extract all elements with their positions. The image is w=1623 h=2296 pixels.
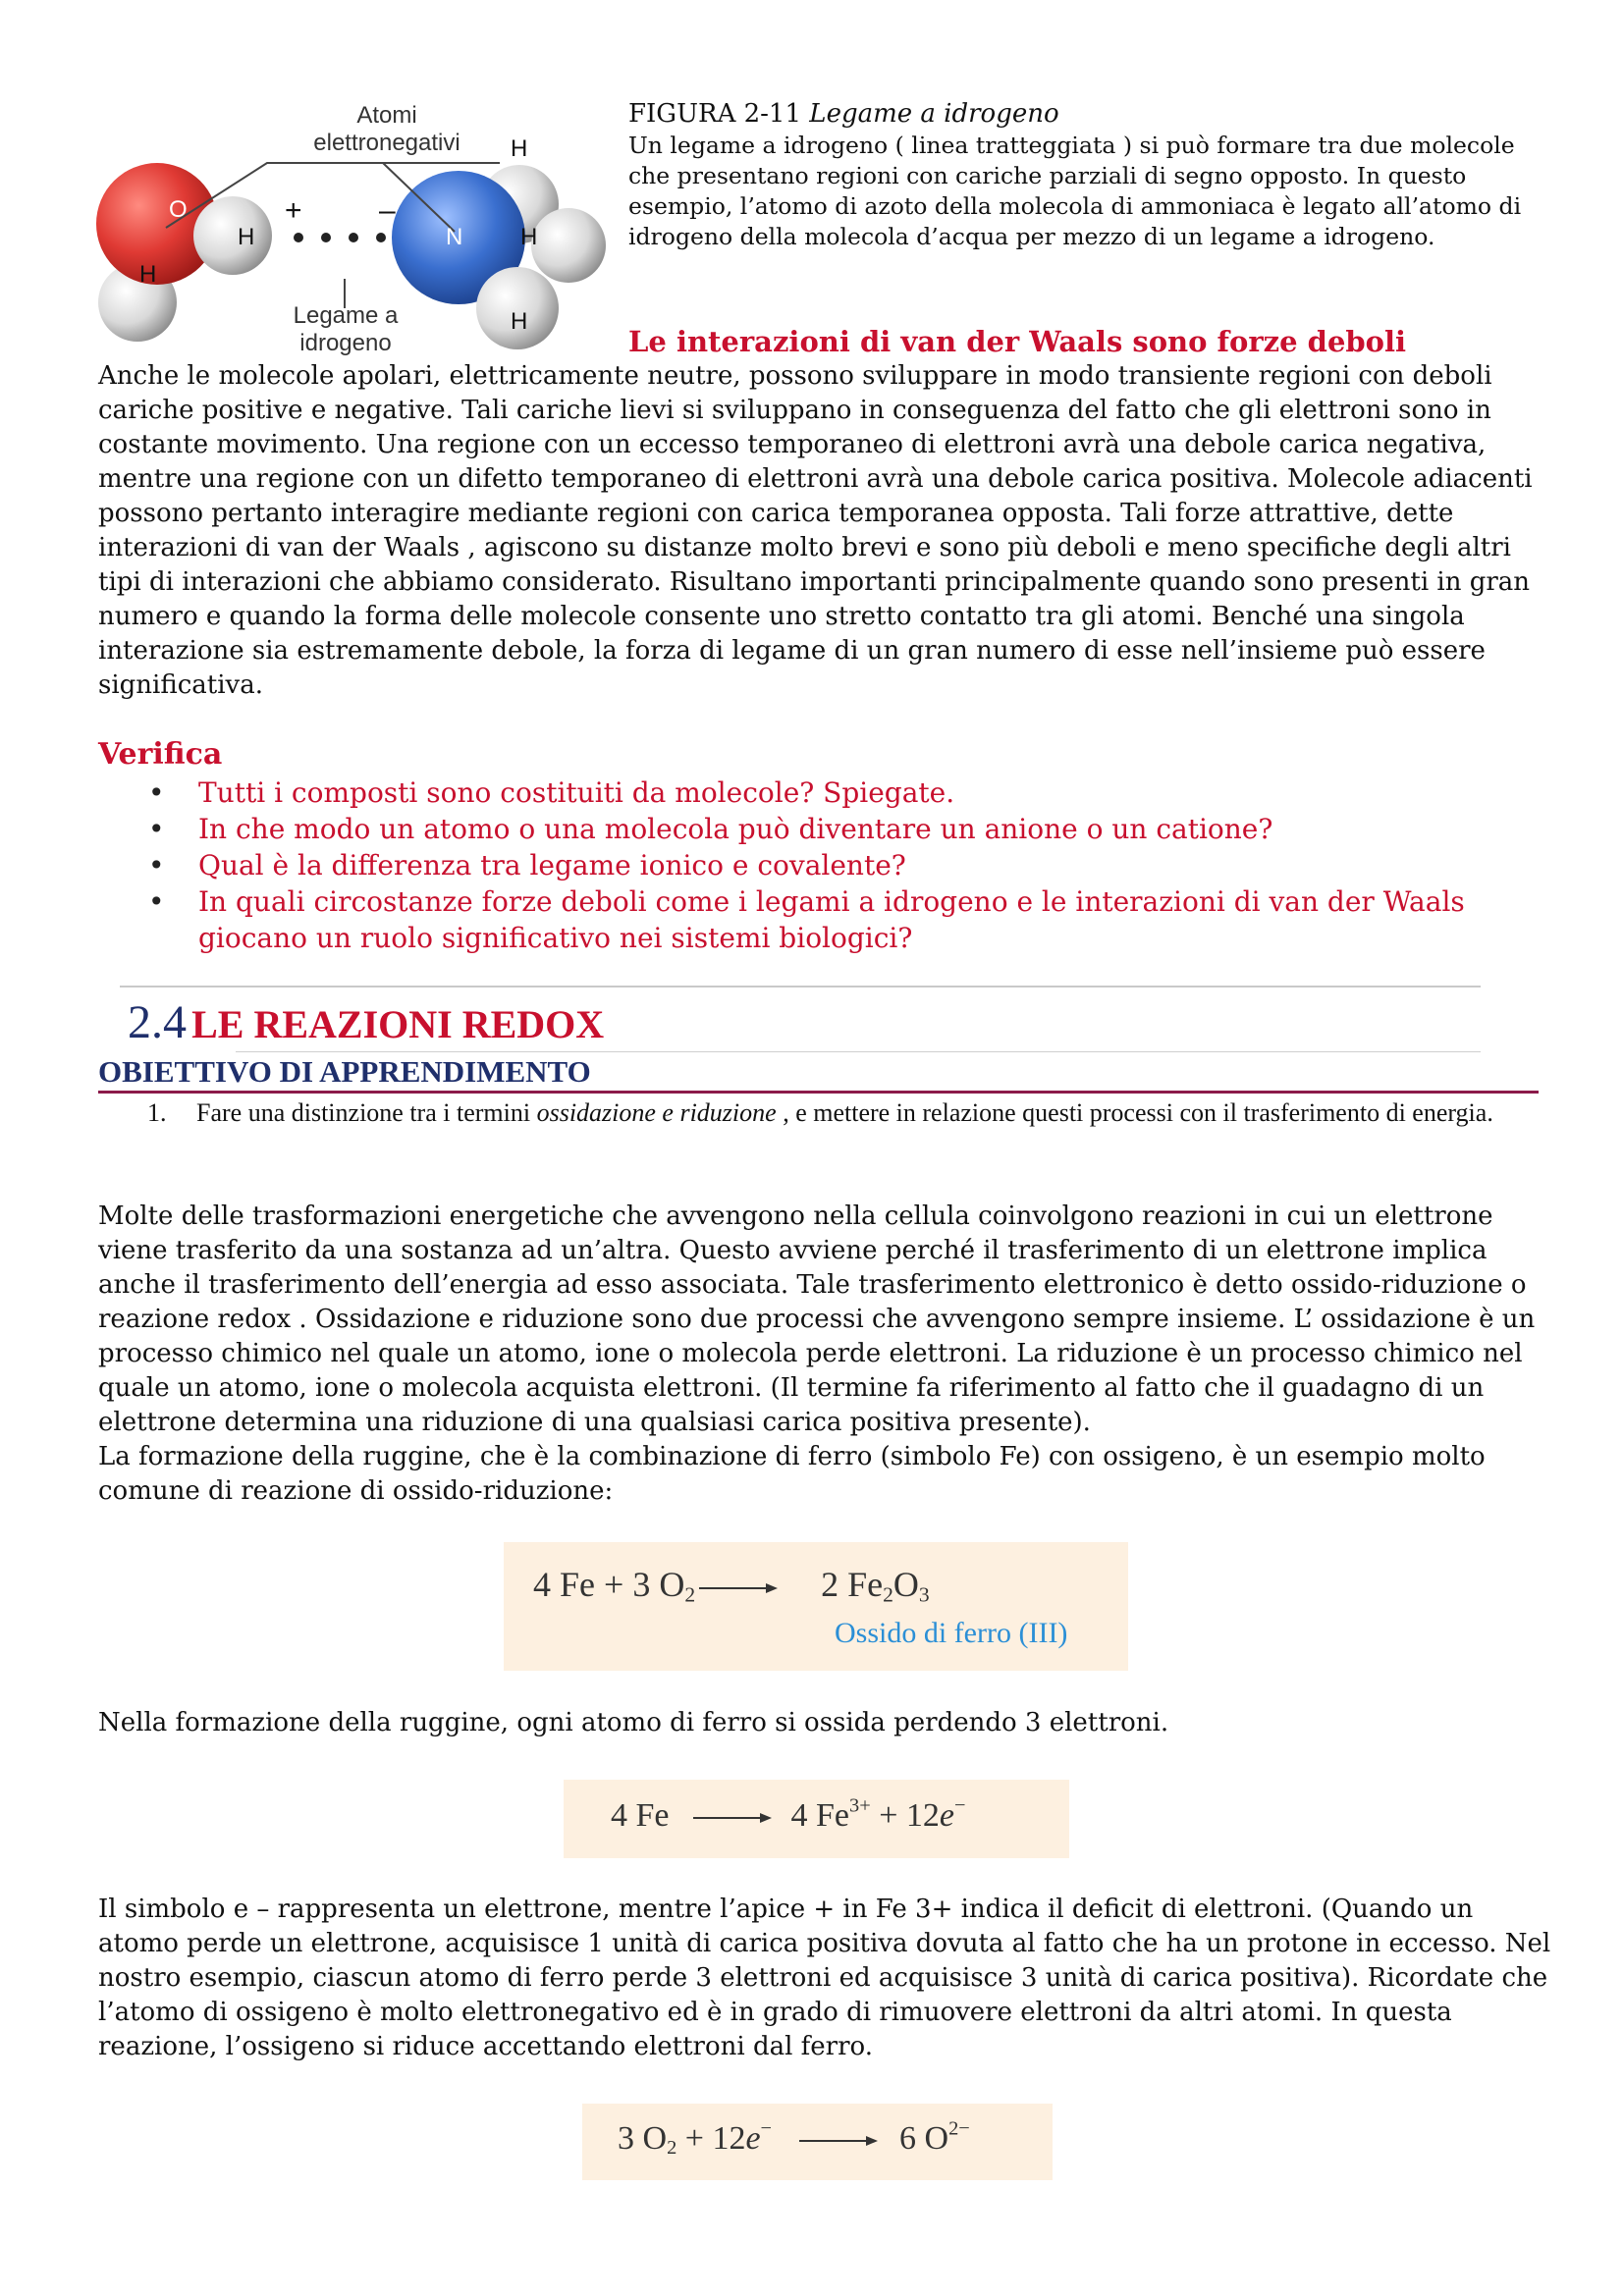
- objective-list: [147, 1095, 1522, 1130]
- water-o-letter: O: [169, 196, 188, 223]
- section-divider-top: [120, 986, 1481, 988]
- verifica-heading: Verifica: [98, 737, 223, 772]
- section-number: 2.4: [128, 996, 187, 1048]
- redox-paragraph: Molte delle trasformazioni energetiche che avvengono nella cellula coinvolgono reazioni in cui un elettrone viene trasferito da una sostanza ad un’altra. Questo avviene perché il trasferimento di un elettrone implica anche il trasferimento dell’energia ad esso associata. Tale trasferimento elettronico è detto ossido-riduzione o reazione redox . Ossidazione e riduzione sono due processi che avvengono sempre insieme. L’ ossidazione è un processo chimico nel quale un atomo, ione o molecola perde elettroni. La riduzione è un processo chimico nel quale un atomo, ione o molecola acquista elettroni. (Il termine fa riferimento al fatto che il guadagno di un elettrone determina una riduzione di una qualsiasi carica positiva presente). La formazione della ruggine, che è la combinazione di ferro (simbolo Fe) con ossigeno, è un esempio molto comune di reazione di ossido-riduzione:: [98, 1201, 1536, 1506]
- objective-text: Fare una distinzione tra i termini ossidazione e riduzione , e mettere in relazione questi processi con il trasferimento di energia.: [196, 1098, 1493, 1127]
- vdw-paragraph: Anche le molecole apolari, elettricamente neutre, possono sviluppare in modo transiente regioni con deboli cariche positive e negative. Tali cariche lievi si sviluppano in conseguenza del fatto che gli elettroni sono in costante movimento. Una regione con un eccesso temporaneo di elettroni avrà una debole carica negativa, mentre una regione con un difetto temporaneo di elettroni avrà una debole carica positiva. Molecole adiacenti possono pertanto interagire mediante regioni con carica temporanea opposta. Tali forze attrattive, dette interazioni di van der Waals , agiscono su distanze molto brevi e sono più deboli e meno specifiche degli altri tipi di interazioni che abbiamo considerato. Risultano importanti principalmente quando sono presenti in gran numero e quando la forma delle molecole consente uno stretto contatto tra gli atomi. Benché una singola interazione sia estremamente debole, la forza di legame di un gran numero di esse nell’insieme può essere significativa.: [98, 361, 1533, 700]
- product-name: Ossido di ferro (III): [835, 1617, 1068, 1649]
- list-item: • In che modo un atomo o una molecola può diventare un anione o un catione?: [148, 813, 1273, 845]
- list-item: • Tutti i composti sono costituiti da molecole? Spiegate.: [148, 776, 955, 809]
- ammonia-h-letter: H: [511, 308, 528, 335]
- objective-heading: OBIETTIVO DI APPRENDIMENTO: [98, 1054, 591, 1089]
- bullet-icon: •: [148, 885, 165, 918]
- equation-line: 4 Fe + 3 $O_2$ 2 $Fe_2O_3$: [533, 1565, 930, 1607]
- caption-body: Un legame a idrogeno ( linea tratteggiata ) si può formare tra due molecole che presentano regioni con cariche parziali di segno opposto. In questo esempio, l’atomo di azoto della molecola di ammoniaca è legato all’atomo di idrogeno della molecola d’acqua per mezzo di un legame a idrogeno.: [628, 132, 1522, 250]
- ammonia-n-letter: N: [446, 224, 463, 250]
- bond-dot: [376, 233, 386, 242]
- figure-caption: [628, 98, 1542, 252]
- verifica-list: [98, 774, 1551, 956]
- figure-title: Legame a idrogeno: [809, 99, 1059, 129]
- hydrogen-bond-figure: [81, 98, 611, 363]
- figure-number: FIGURA 2-11: [628, 99, 802, 129]
- bond-dot: [294, 233, 303, 242]
- ammonia-h-letter: H: [511, 135, 528, 162]
- water-h-letter: H: [139, 261, 157, 288]
- reaction-arrow-icon: [699, 1583, 778, 1593]
- ammonia-hydrogen-right: [531, 208, 606, 283]
- reaction-arrow-icon: [693, 1813, 772, 1823]
- objective-rule: [98, 1091, 1539, 1094]
- water-hydrogen-right: [193, 196, 272, 275]
- bullet-icon: •: [148, 776, 165, 809]
- ammonia-h-letter: H: [520, 224, 538, 250]
- equation-rust-formation: [504, 1542, 1128, 1671]
- vdw-heading: Le interazioni di van der Waals sono forze deboli: [628, 325, 1407, 358]
- equation-iron-oxidation: [564, 1780, 1069, 1858]
- bullet-icon: •: [148, 813, 165, 845]
- label-hydrogen-bond: Legame a idrogeno: [293, 302, 399, 356]
- caption-title: [628, 98, 1542, 131]
- equation-line: 3 $O_2 + 12e^-$ 6 $O^{2-}$: [618, 2117, 970, 2160]
- electron-paragraph: Il simbolo e – rappresenta un elettrone, mentre l’apice + in Fe 3+ indica il deficit di elettroni. (Quando un atomo perde un elettrone, acquisisce 1 unità di carica positiva dovuta al fatto che ha un protone in eccesso. Nel nostro esempio, ciascun atomo di ferro perde 3 elettroni ed acquisisce 3 unità di carica positiva). Ricordate che l’atomo di ossigeno è molto elettronegativo ed è in grado di rimuovere elettroni da altri atomi. In questa reazione, l’ossigeno si riduce accettando elettroni dal ferro.: [98, 1895, 1551, 2061]
- section-heading: LE REAZIONI REDOX: [191, 1002, 605, 1046]
- bullet-icon: •: [148, 849, 165, 881]
- minus-sign: –: [379, 194, 396, 227]
- reaction-arrow-icon: [799, 2136, 878, 2146]
- section-divider-bottom: [236, 1051, 1481, 1052]
- water-h-letter: H: [238, 224, 255, 250]
- equation-line: 4 Fe 4 $Fe^{3+} + 12e^-$: [611, 1794, 966, 1834]
- objective-number: 1.: [147, 1098, 167, 1127]
- bond-dot: [321, 233, 331, 242]
- bond-dot: [349, 233, 358, 242]
- plus-sign: +: [285, 194, 302, 227]
- equation-oxygen-reduction: [582, 2104, 1053, 2180]
- list-item: • In quali circostanze forze deboli come i legami a idrogeno e le interazioni di van der Waals giocano un ruolo significativo nei sistemi biologici?: [148, 885, 1465, 954]
- list-item: • Qual è la differenza tra legame ionico e covalente?: [148, 849, 906, 881]
- label-electronegative-atoms: Atomi elettronegativi: [313, 102, 460, 156]
- rust-iron-sentence: Nella formazione della ruggine, ogni atomo di ferro si ossida perdendo 3 elettroni.: [98, 1708, 1169, 1737]
